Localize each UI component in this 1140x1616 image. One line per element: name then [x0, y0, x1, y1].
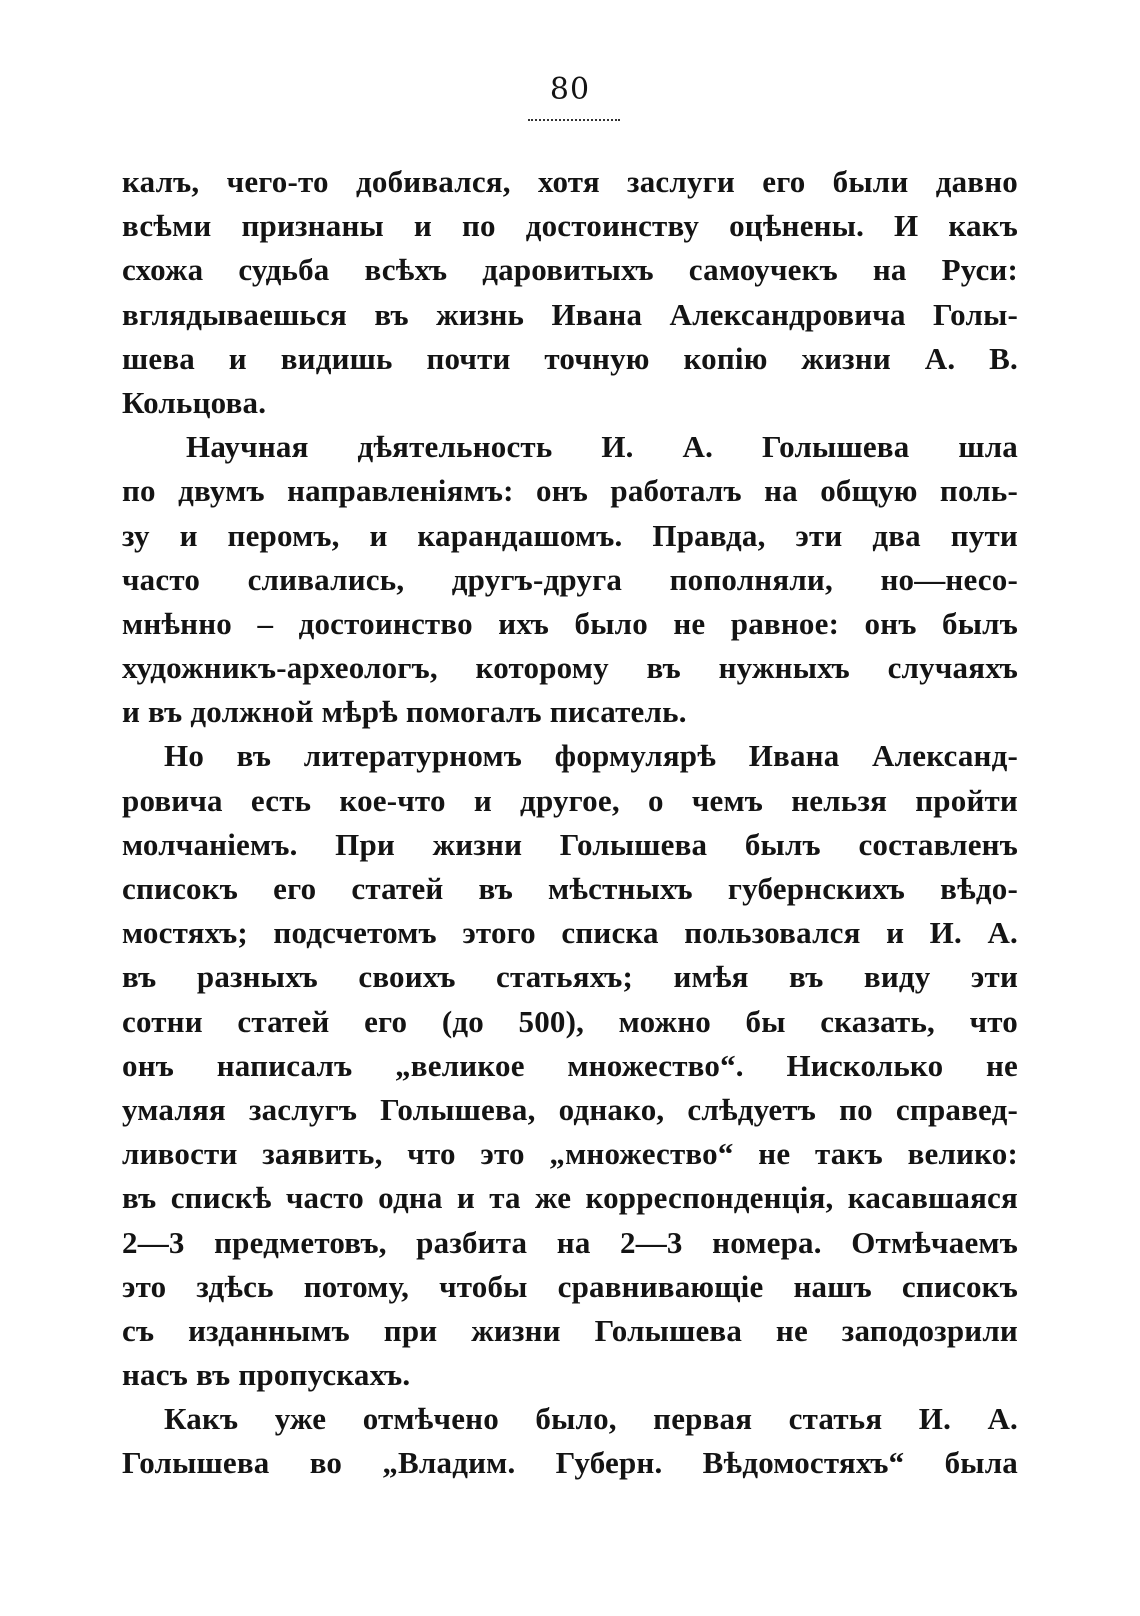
text-line: Голышева во „Владим. Губерн. Вѣдомостяхъ“ была [122, 1445, 1018, 1481]
text-line: насъ въ пропускахъ. [122, 1357, 411, 1393]
text-line: Научная дѣятельность И. А. Голышева шла [186, 429, 1018, 465]
text-line: съ изданнымъ при жизни Голышева не заподозрили [122, 1312, 1018, 1348]
text-line: художникъ-археологъ, которому въ нужныхъ случаяхъ [122, 650, 1018, 686]
page-number: 80 [549, 72, 591, 107]
text-line: по двумъ направленіямъ: онъ работалъ на общую поль- [122, 473, 1018, 509]
page-number-rule [528, 119, 620, 121]
text-line: часто сливались, другъ-друга пополняли, но—несо- [122, 561, 1018, 597]
text-line: сотни статей его (до 500), можно бы сказать, что [122, 1003, 1018, 1039]
text-line: списокъ его статей въ мѣстныхъ губернскихъ вѣдо- [122, 871, 1018, 906]
text-line: Какъ уже отмѣчено было, первая статья И. А. [164, 1401, 1018, 1437]
text-line: это здѣсь потому, чтобы сравнивающіе нашъ списокъ [122, 1268, 1018, 1304]
text-line: схожа судьба всѣхъ даровитыхъ самоучекъ на Руси: [122, 252, 1018, 288]
text-line: зу и перомъ, и карандашомъ. Правда, эти два пути [122, 517, 1018, 553]
text-line: всѣми признаны и по достоинству оцѣнены. И какъ [122, 208, 1018, 244]
text-line: въ спискѣ часто одна и та же корреспонденція, касавшаяся [122, 1180, 1018, 1216]
text-line: мостяхъ; подсчетомъ этого списка пользовался и И. А. [122, 915, 1018, 951]
text-line: вглядываешься въ жизнь Ивана Александровича Голы- [122, 296, 1018, 332]
text-line: ливости заявить, что это „множество“ не такъ велико: [122, 1136, 1018, 1172]
text-line: Но въ литературномъ формулярѣ Ивана Александ- [164, 738, 1018, 774]
text-line: калъ, чего-то добивался, хотя заслуги его были давно [122, 164, 1018, 199]
text-line: мнѣнно – достоинство ихъ было не равное: онъ былъ [122, 605, 1018, 641]
text-line: шева и видишь почти точную копію жизни А. В. [122, 340, 1018, 376]
text-line: въ разныхъ своихъ статьяхъ; имѣя въ виду эти [122, 959, 1018, 995]
text-line: и въ должной мѣрѣ помогалъ писатель. [122, 694, 687, 730]
text-line: умаляя заслугъ Голышева, однако, слѣдуетъ по справед- [122, 1091, 1018, 1127]
text-line: онъ написалъ „великое множество“. Нисколько не [122, 1047, 1018, 1083]
text-line: ровича есть кое-что и другое, о чемъ нельзя пройти [122, 782, 1018, 818]
text-line: молчаніемъ. При жизни Голышева былъ составленъ [122, 826, 1018, 862]
body-text [122, 160, 1018, 1486]
text-line: Кольцова. [122, 384, 267, 420]
text-line: 2—3 предметовъ, разбита на 2—3 номера. Отмѣчаемъ [122, 1224, 1018, 1260]
